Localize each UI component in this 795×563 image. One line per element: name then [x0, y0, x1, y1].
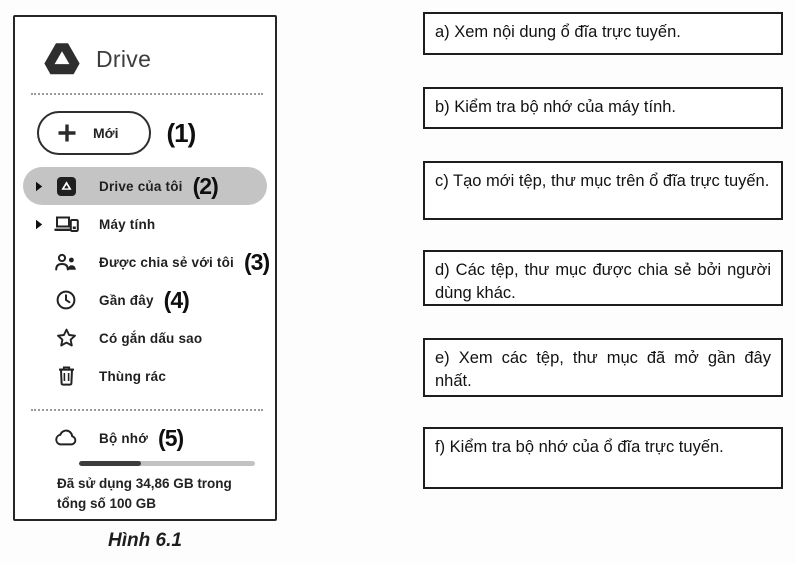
storage-usage-line2: tổng số 100 GB: [57, 496, 157, 512]
sidebar-item-starred[interactable]: [31, 319, 265, 357]
my-drive-icon: [53, 176, 79, 197]
sidebar-item-label: Máy tính: [99, 216, 156, 232]
sidebar-item-label: Thùng rác: [99, 368, 167, 384]
sidebar-item-computers[interactable]: [31, 205, 265, 243]
option-box-b: b) Kiểm tra bộ nhớ của máy tính.: [423, 87, 783, 129]
storage-usage-text: [57, 474, 265, 515]
storage-progress-bar: [79, 461, 255, 466]
option-box-a: a) Xem nội dung ổ đĩa trực tuyến.: [423, 12, 783, 55]
shared-people-icon: [53, 253, 79, 272]
storage-progress-fill: [79, 461, 141, 466]
drive-header: [43, 39, 265, 79]
trash-icon: [53, 366, 79, 386]
cloud-icon: [53, 428, 79, 448]
new-row: [37, 109, 265, 157]
option-box-c: c) Tạo mới tệp, thư mục trên ổ đĩa trực tuyến.: [423, 161, 783, 220]
computers-icon: [53, 215, 79, 234]
app-title: Drive: [96, 45, 152, 72]
sidebar-menu: [31, 167, 270, 395]
storage-divider: [31, 409, 263, 411]
sidebar-item-storage[interactable]: [31, 417, 265, 459]
chevron-right-icon: [31, 219, 47, 230]
sidebar-item-label: Gần đây: [99, 292, 154, 308]
sidebar-item-trash[interactable]: [31, 357, 265, 395]
sidebar-item-label: Có gắn dấu sao: [99, 330, 203, 346]
sidebar-item-recent[interactable]: [31, 281, 265, 319]
new-button[interactable]: [37, 111, 151, 155]
chevron-right-icon: [31, 181, 47, 192]
annotation-4: (4): [163, 286, 189, 313]
sidebar-item-my-drive[interactable]: [23, 167, 267, 205]
annotation-3: (3): [244, 248, 270, 275]
option-box-f: f) Kiểm tra bộ nhớ của ổ đĩa trực tuyến.: [423, 427, 783, 489]
drive-sidebar-figure: [13, 15, 277, 521]
sidebar-item-label: Drive của tôi: [99, 178, 183, 194]
header-divider: [31, 93, 263, 95]
star-icon: [53, 328, 79, 348]
annotation-5: (5): [158, 424, 184, 451]
figure-caption: Hình 6.1: [108, 530, 182, 551]
annotation-2: (2): [192, 172, 218, 199]
new-button-label: Mới: [93, 125, 119, 141]
sidebar-item-label: Bộ nhớ: [99, 430, 149, 446]
sidebar-item-label: Được chia sẻ với tôi: [99, 254, 235, 270]
plus-icon: [55, 121, 79, 145]
sidebar-item-shared-with-me[interactable]: [31, 243, 270, 281]
annotation-1: (1): [166, 117, 196, 148]
drive-logo-icon: [43, 42, 81, 76]
option-box-e: e) Xem các tệp, thư mục đã mở gần đây nhất.: [423, 338, 783, 397]
storage-usage-line1: Đã sử dụng 34,86 GB trong: [57, 476, 232, 491]
option-box-d: d) Các tệp, thư mục được chia sẻ bởi người dùng khác.: [423, 250, 783, 306]
clock-icon: [53, 290, 79, 310]
